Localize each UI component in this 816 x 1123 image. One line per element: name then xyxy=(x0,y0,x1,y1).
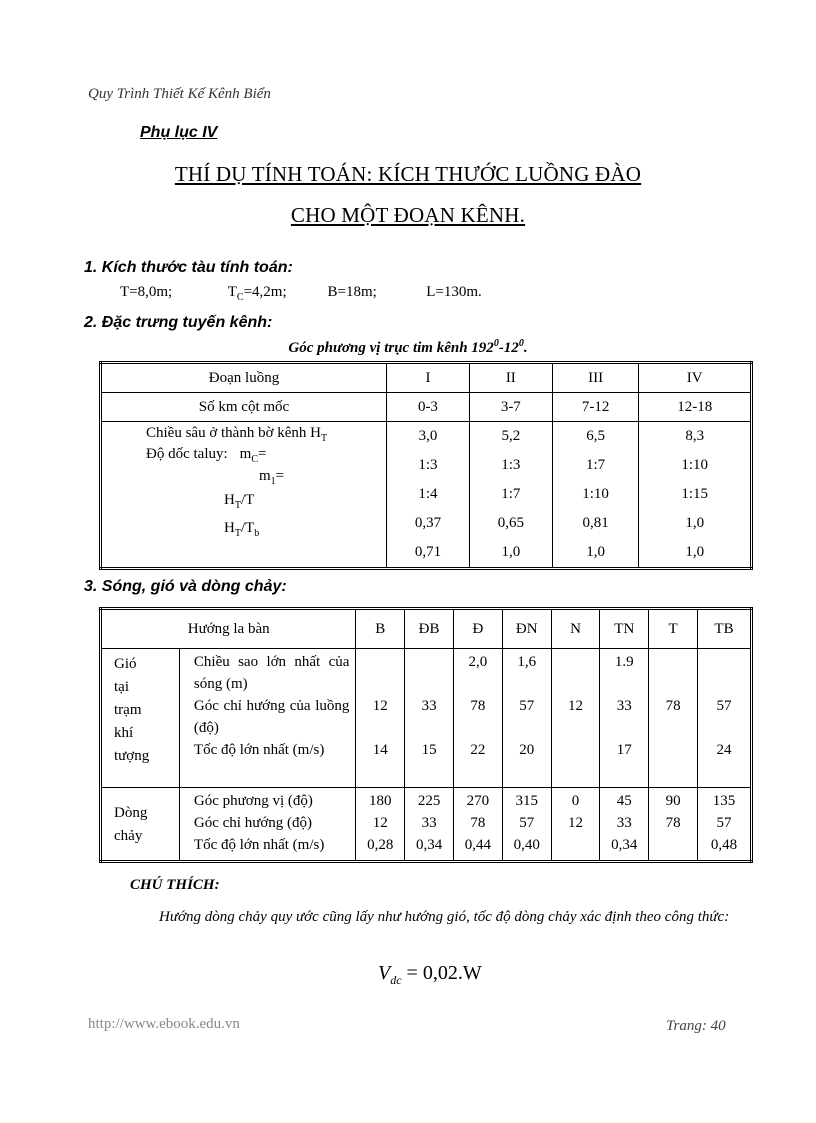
row-label: Số km cột mốc xyxy=(101,393,387,422)
value-column-N xyxy=(551,788,600,862)
table-cell: 8,3 xyxy=(685,428,705,444)
slope-label: Độ dốc taluy: $m_C=$ xyxy=(146,446,267,465)
ship-dimensions xyxy=(120,284,482,303)
value-column-Đ xyxy=(454,788,503,862)
section-3-heading: 3. Sóng, gió và dòng chảy: xyxy=(84,578,287,595)
table-cell: 14 xyxy=(372,742,388,758)
parameter-label: Chiều sao lớn nhất của sóng (m) xyxy=(193,654,350,692)
wind-group-row xyxy=(101,649,752,788)
table-cell: 78 xyxy=(665,815,681,831)
value-column-ĐB xyxy=(405,788,454,862)
table-row xyxy=(101,393,752,422)
header-cell: N xyxy=(551,609,600,649)
table-cell: 0,28 xyxy=(367,837,394,853)
table-cell xyxy=(405,651,453,695)
table-cell: 0,34 xyxy=(611,837,638,853)
table-cell: 1:15 xyxy=(681,486,709,502)
table-cell xyxy=(698,651,750,695)
table-cell: 1,0 xyxy=(501,544,521,560)
table-cell: 45 xyxy=(616,793,632,809)
note-heading: CHÚ THÍCH: xyxy=(130,877,220,893)
table-1-caption: Góc phương vị trục tim kênh $192^0-12^0$. xyxy=(288,338,528,356)
ratio-HT-Tb-label: $H_T/T_b$ xyxy=(224,520,260,539)
parameter-label: Góc chỉ hướng (độ) xyxy=(193,815,313,831)
page-number: Trang: 40 xyxy=(666,1018,726,1034)
table-cell: 20 xyxy=(519,742,535,758)
table-cell: 33 xyxy=(421,815,437,831)
group-label-word: Dòng xyxy=(114,805,148,821)
header-cell: TB xyxy=(697,609,751,649)
value-column-TB xyxy=(697,649,751,788)
table-cell xyxy=(552,834,600,856)
table-cell xyxy=(649,834,697,856)
formula: $V_{dc} = 0,02.W$ xyxy=(378,962,482,987)
wave-wind-current-table xyxy=(99,607,753,863)
depth-label: Chiều sâu ở thành bờ kênh $H_T$ xyxy=(146,425,328,444)
parameter-labels xyxy=(101,422,387,569)
table-cell: 0,71 xyxy=(414,544,442,560)
table-cell: 1,6 xyxy=(517,654,537,670)
table-cell xyxy=(552,651,600,695)
table-cell: 1:3 xyxy=(418,457,438,473)
table-row xyxy=(101,422,752,569)
table-cell: 12 xyxy=(372,698,388,714)
table-cell: 0,37 xyxy=(414,515,442,531)
header-cell: ĐN xyxy=(502,609,551,649)
current-group-label xyxy=(101,788,180,862)
wind-group-label xyxy=(101,649,180,788)
table-cell: 12-18 xyxy=(639,393,752,422)
note-text: Hướng dòng chảy quy ước cũng lấy như hướng gió, tốc độ dòng chảy xác định theo công thức: xyxy=(159,909,730,925)
header-cell: I xyxy=(387,363,470,393)
table-cell: 1:7 xyxy=(586,457,606,473)
table-cell xyxy=(649,739,697,783)
table-cell: 78 xyxy=(470,815,486,831)
group-label-word: tượng xyxy=(114,748,150,764)
ratio-HT-T-label: $H_T/T$ xyxy=(224,492,255,511)
table-cell: 3-7 xyxy=(469,393,552,422)
table-cell: 57 xyxy=(519,698,535,714)
table-cell xyxy=(552,739,600,783)
dim-Tc: $T_C=4,2m$; xyxy=(227,284,287,303)
segment-IV-values xyxy=(639,422,752,569)
value-column-TN xyxy=(600,788,649,862)
table-cell: 270 xyxy=(466,793,490,809)
table-cell: 78 xyxy=(470,698,486,714)
table-cell: 78 xyxy=(665,698,681,714)
table-cell: 0,65 xyxy=(497,515,524,531)
table-cell: 12 xyxy=(567,698,583,714)
table-cell: 135 xyxy=(712,793,736,809)
segment-I-values xyxy=(387,422,470,569)
table-header-row xyxy=(101,363,752,393)
table-cell: 0,44 xyxy=(464,837,492,853)
parameter-label: Góc chỉ hướng của luồng (độ) xyxy=(193,698,350,736)
group-label-word: chảy xyxy=(114,828,143,844)
footer-url: http://www.ebook.edu.vn xyxy=(88,1016,240,1032)
segment-II-values xyxy=(469,422,552,569)
value-column-T xyxy=(649,649,698,788)
table-cell: 1:7 xyxy=(501,486,521,502)
segment-III-values xyxy=(552,422,639,569)
table-cell: 6,5 xyxy=(586,428,605,444)
dim-B: B=18m; xyxy=(327,284,377,300)
value-column-ĐB xyxy=(405,649,454,788)
table-cell: 24 xyxy=(716,742,732,758)
table-cell: 180 xyxy=(369,793,392,809)
table-cell: 1:3 xyxy=(501,457,521,473)
dim-L: L=130m. xyxy=(426,284,482,300)
section-2-heading: 2. Đặc trưng tuyến kênh: xyxy=(84,314,273,331)
parameter-label: Tốc độ lớn nhất (m/s) xyxy=(193,742,325,758)
current-group-row xyxy=(101,788,752,862)
document-title-line-2: CHO MỘT ĐOẠN KÊNH. xyxy=(290,203,526,227)
wind-group-parameters xyxy=(179,649,356,788)
table-cell: 225 xyxy=(417,793,441,809)
table-cell: 12 xyxy=(567,815,583,831)
m1-label: $m_1=$ xyxy=(259,468,285,487)
dim-T: T=8,0m; xyxy=(120,284,173,300)
table-cell: 1.9 xyxy=(614,654,634,670)
header-cell: II xyxy=(469,363,552,393)
header-cell: TN xyxy=(600,609,649,649)
table-cell: 22 xyxy=(470,742,486,758)
table-cell: 15 xyxy=(421,742,437,758)
table-cell: 7-12 xyxy=(552,393,639,422)
value-column-TN xyxy=(600,649,649,788)
header-cell: III xyxy=(552,363,639,393)
table-cell: 33 xyxy=(421,698,437,714)
header-cell: IV xyxy=(639,363,752,393)
document-title-line-1: THÍ DỤ TÍNH TOÁN: KÍCH THƯỚC LUỒNG ĐÀO xyxy=(174,162,642,186)
running-header: Quy Trình Thiết Kế Kênh Biển xyxy=(88,86,271,102)
appendix-label: Phụ lục IV xyxy=(140,124,218,141)
group-label-word: khí xyxy=(114,725,134,741)
table-cell: 33 xyxy=(616,698,632,714)
table-cell: 0,40 xyxy=(513,837,540,853)
table-cell: 57 xyxy=(519,815,535,831)
table-cell: 0,81 xyxy=(582,515,609,531)
header-cell: Đoạn luồng xyxy=(101,363,387,393)
table-cell: 1:10 xyxy=(582,486,609,502)
section-1-heading: 1. Kích thước tàu tính toán: xyxy=(84,259,293,276)
table-cell: 2,0 xyxy=(468,654,488,670)
table-cell: 5,2 xyxy=(501,428,521,444)
header-cell: B xyxy=(356,609,405,649)
table-cell xyxy=(649,651,697,695)
value-column-ĐN xyxy=(502,788,551,862)
table-cell: 315 xyxy=(515,793,538,809)
header-cell: Hướng la bàn xyxy=(101,609,356,649)
table-cell: 1,0 xyxy=(685,544,705,560)
table-cell: 0,48 xyxy=(710,837,738,853)
group-label-word: tại xyxy=(114,679,129,695)
table-cell xyxy=(356,651,404,695)
table-cell: 57 xyxy=(716,698,732,714)
table-cell: 1:4 xyxy=(418,486,438,502)
table-cell: 1,0 xyxy=(685,515,705,531)
header-cell: Đ xyxy=(454,609,503,649)
group-label-word: Gió xyxy=(114,656,137,672)
parameter-label: Tốc độ lớn nhất (m/s) xyxy=(193,837,325,853)
table-cell: 0 xyxy=(571,793,580,809)
table-cell: 1,0 xyxy=(586,544,605,560)
table-cell: 0-3 xyxy=(387,393,470,422)
value-column-B xyxy=(356,649,405,788)
table-header-row xyxy=(101,609,752,649)
group-label-word: trạm xyxy=(114,702,142,718)
table-cell: 90 xyxy=(665,793,681,809)
table-cell: 12 xyxy=(372,815,388,831)
value-column-ĐN xyxy=(502,649,551,788)
table-cell: 57 xyxy=(716,815,732,831)
table-cell: 3,0 xyxy=(418,428,438,444)
table-cell: 33 xyxy=(616,815,632,831)
table-cell: 1:10 xyxy=(681,457,709,473)
value-column-TB xyxy=(697,788,751,862)
table-cell: 17 xyxy=(616,742,632,758)
channel-characteristics-table xyxy=(99,361,753,570)
table-cell: 0,34 xyxy=(415,837,443,853)
value-column-B xyxy=(356,788,405,862)
header-cell: T xyxy=(649,609,698,649)
current-group-parameters xyxy=(179,788,356,862)
parameter-label: Góc phương vị (độ) xyxy=(193,793,313,809)
value-column-T xyxy=(649,788,698,862)
header-cell: ĐB xyxy=(405,609,454,649)
value-column-Đ xyxy=(454,649,503,788)
value-column-N xyxy=(551,649,600,788)
